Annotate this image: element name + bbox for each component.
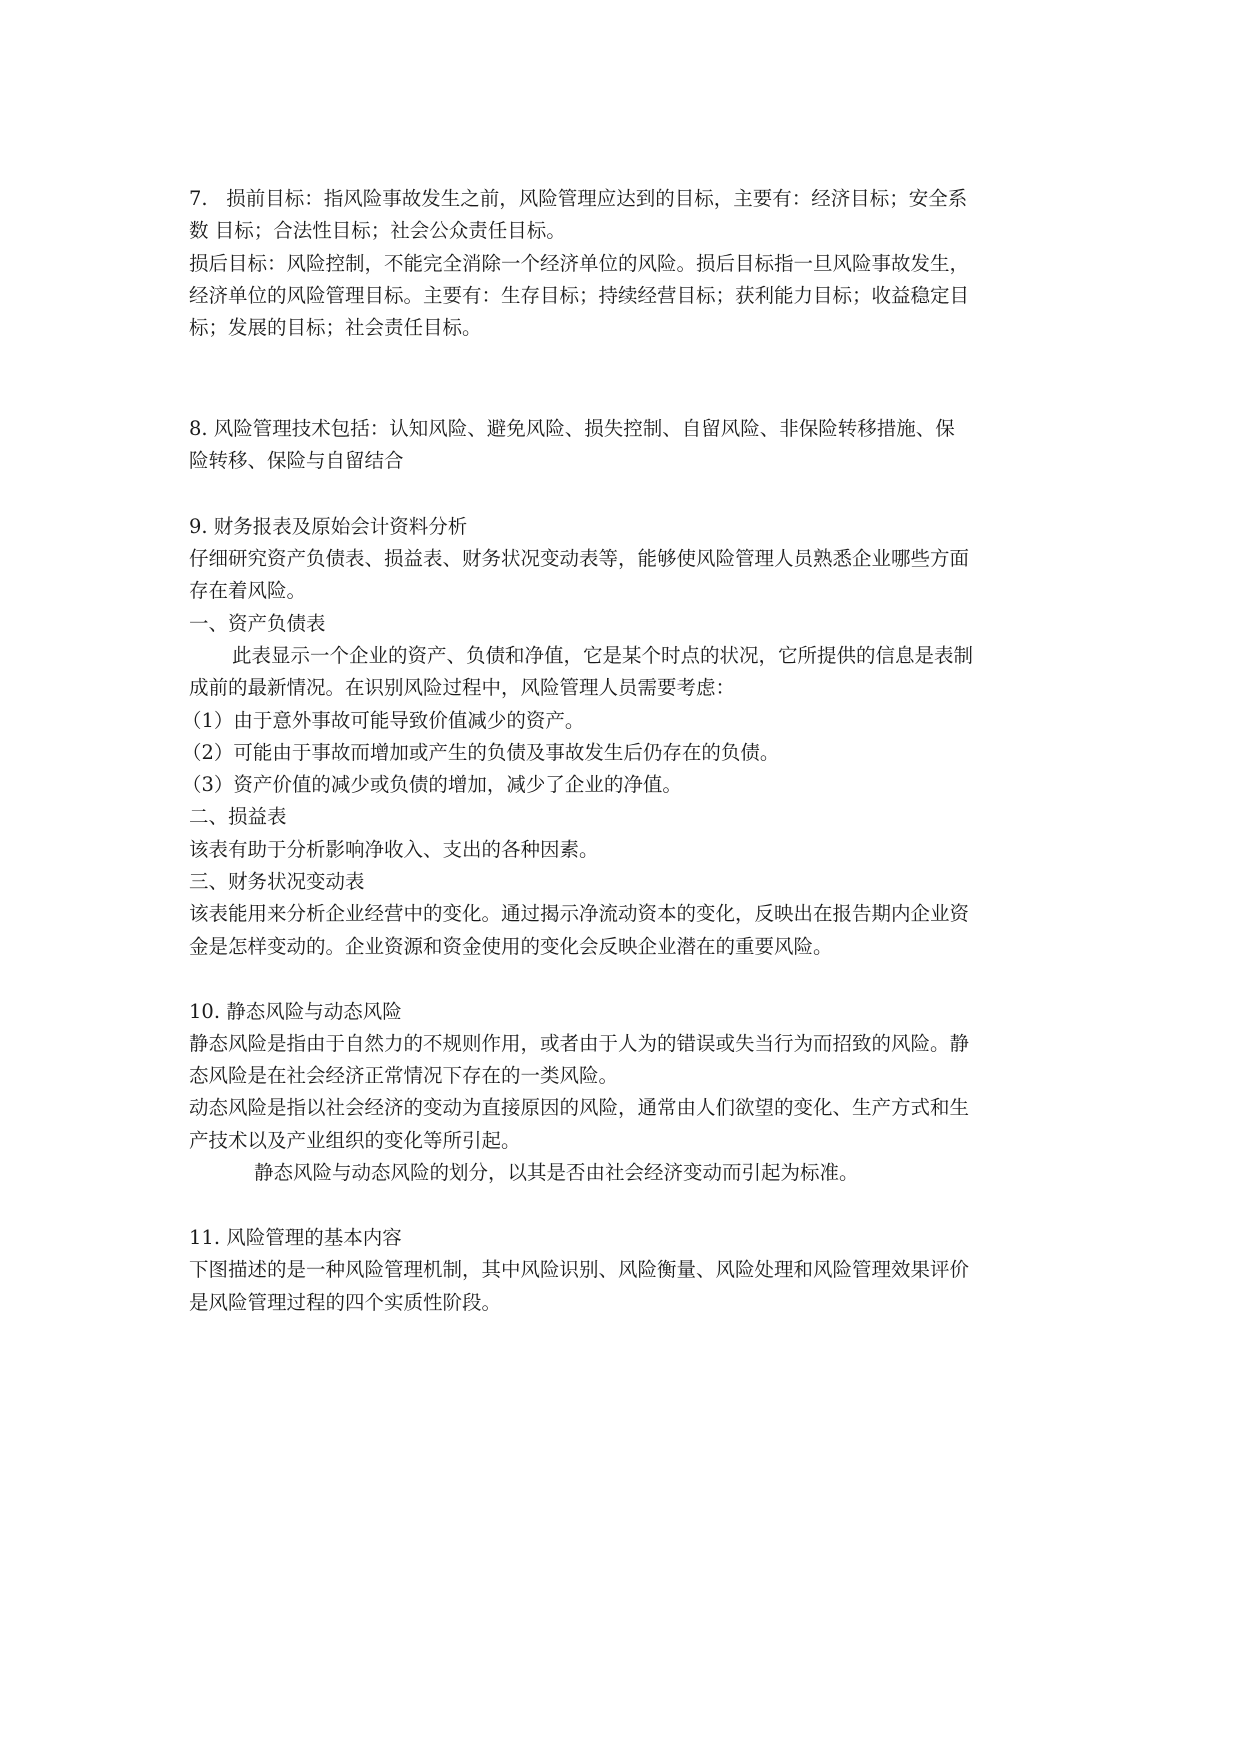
section7-line: 经济单位的风险管理目标。主要有：生存目标；持续经营目标；获利能力目标；收益稳定目 — [189, 284, 970, 307]
section10-paragraph: 静态风险与动态风险的划分，以其是否由社会经济变动而引起为标准。 — [254, 1161, 859, 1184]
section8-line: 8. 风险管理技术包括：认知风险、避免风险、损失控制、自留风险、非保险转移措施、保 — [189, 417, 955, 440]
section9-paragraph: 此表显示一个企业的资产、负债和净值，它是某个时点的状况，它所提供的信息是表制 — [232, 644, 974, 667]
section8-line: 险转移、保险与自留结合 — [189, 449, 404, 472]
section11-heading: 11. 风险管理的基本内容 — [189, 1226, 402, 1249]
subsection-title: 三、财务状况变动表 — [189, 870, 365, 893]
section9-paragraph: 该表有助于分析影响净收入、支出的各种因素。 — [189, 838, 599, 861]
section7-line: 标；发展的目标；社会责任目标。 — [189, 316, 482, 339]
section10-paragraph: 产技术以及产业组织的变化等所引起。 — [189, 1129, 521, 1152]
section10-paragraph: 态风险是在社会经济正常情况下存在的一类风险。 — [189, 1064, 619, 1087]
section11-paragraph: 下图描述的是一种风险管理机制，其中风险识别、风险衡量、风险处理和风险管理效果评价 — [189, 1258, 970, 1281]
subsection-title: 二、损益表 — [189, 805, 287, 828]
list-item: （3）资产价值的减少或负债的增加，减少了企业的净值。 — [182, 773, 682, 796]
section9-paragraph: 金是怎样变动的。企业资源和资金使用的变化会反映企业潜在的重要风险。 — [189, 935, 833, 958]
section10-heading: 10. 静态风险与动态风险 — [189, 1000, 402, 1023]
section7-line: 损后目标：风险控制，不能完全消除一个经济单位的风险。损后目标指一旦风险事故发生， — [189, 252, 970, 275]
section9-paragraph: 该表能用来分析企业经营中的变化。通过揭示净流动资本的变化，反映出在报告期内企业资 — [189, 902, 970, 925]
section7-line: 数 目标；合法性目标；社会公众责任目标。 — [189, 219, 566, 242]
section10-paragraph: 静态风险是指由于自然力的不规则作用，或者由于人为的错误或失当行为而招致的风险。静 — [189, 1032, 970, 1055]
list-item: （1）由于意外事故可能导致价值减少的资产。 — [182, 709, 585, 732]
section9-heading: 9. 财务报表及原始会计资料分析 — [189, 515, 468, 538]
section11-paragraph: 是风险管理过程的四个实质性阶段。 — [189, 1291, 502, 1314]
section7-line: 7. 损前目标：指风险事故发生之前，风险管理应达到的目标，主要有：经济目标；安全系 — [189, 187, 968, 210]
subsection-title: 一、资产负债表 — [189, 612, 326, 635]
section9-intro: 仔细研究资产负债表、损益表、财务状况变动表等，能够使风险管理人员熟悉企业哪些方面 — [189, 547, 970, 570]
section9-paragraph: 成前的最新情况。在识别风险过程中，风险管理人员需要考虑： — [189, 676, 736, 699]
section9-intro: 存在着风险。 — [189, 579, 307, 602]
section10-paragraph: 动态风险是指以社会经济的变动为直接原因的风险，通常由人们欲望的变化、生产方式和生 — [189, 1096, 970, 1119]
list-item: （2）可能由于事故而增加或产生的负债及事故发生后仍存在的负债。 — [182, 741, 780, 764]
